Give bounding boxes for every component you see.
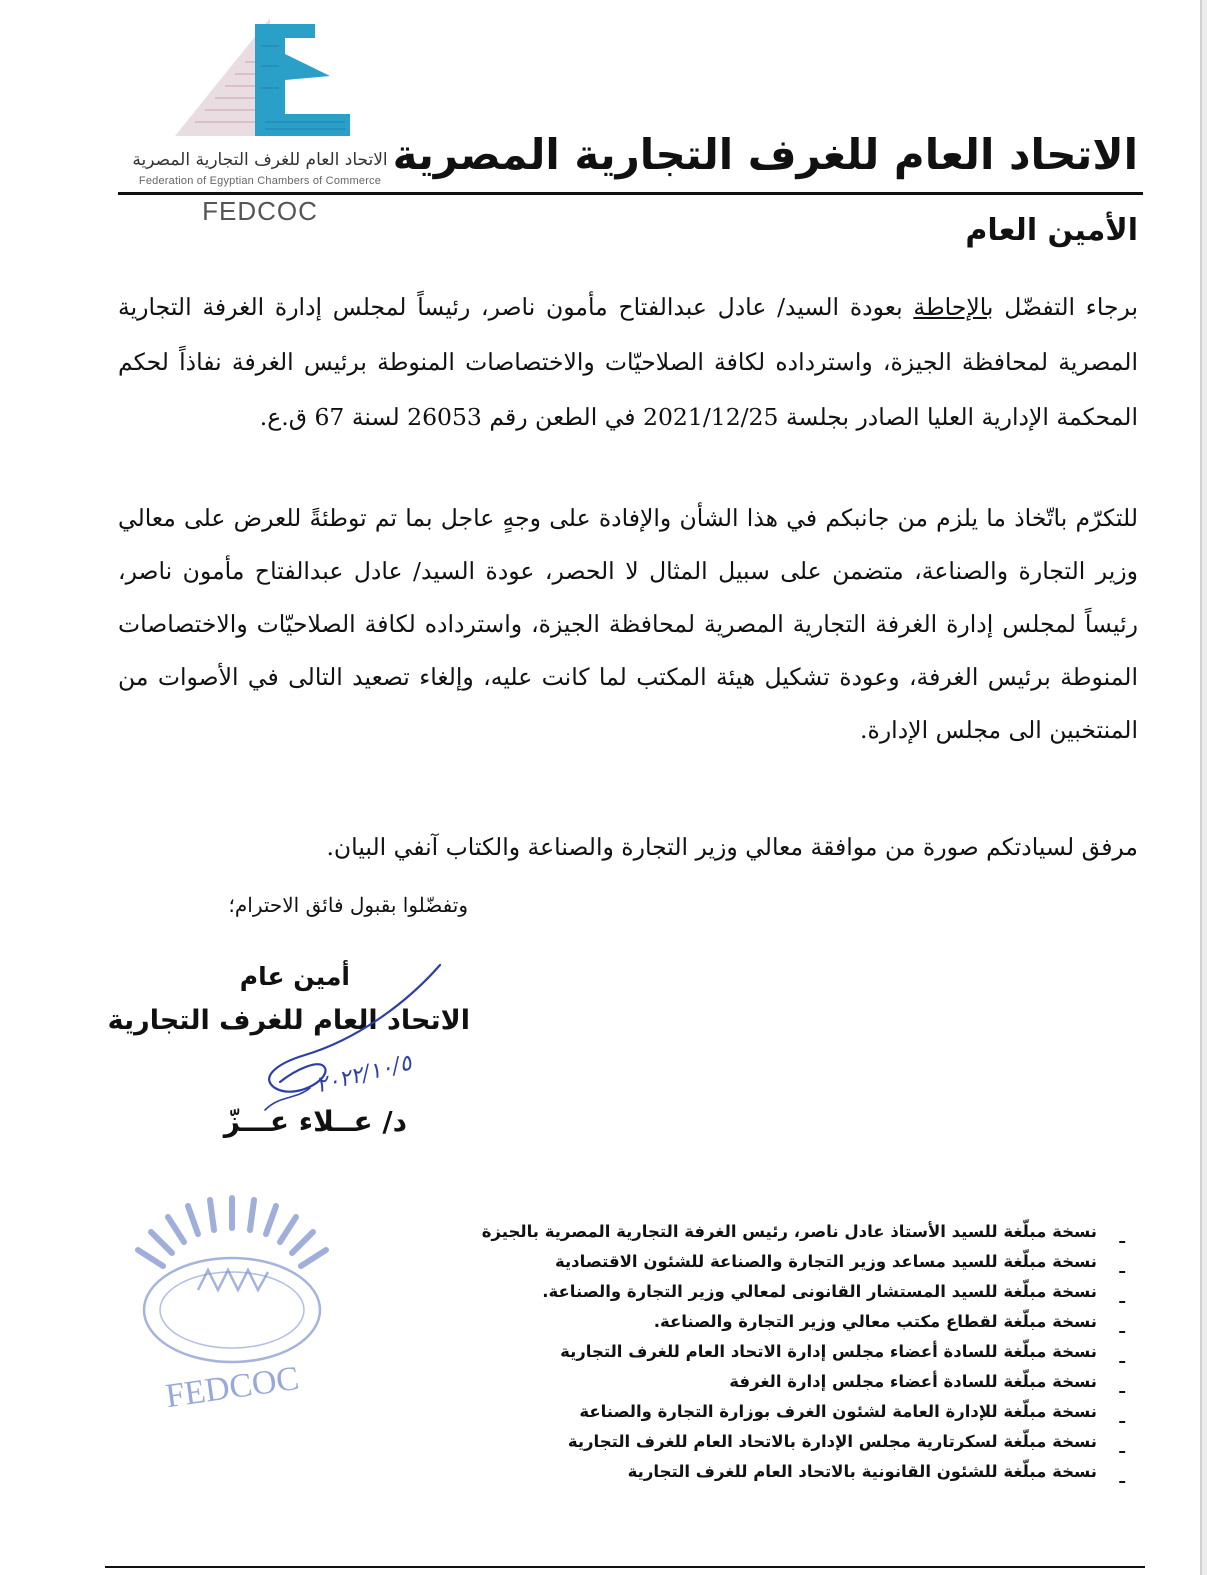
signature-title-line-2: الاتحاد العام للغرف التجارية	[107, 1005, 470, 1036]
list-item-text: نسخة مبلّغة للسيد المستشار القانونى لمعالي وزير التجارة والصناعة.	[542, 1282, 1097, 1301]
list-item	[365, 1342, 1125, 1372]
list-item-text: نسخة مبلّغة للسيد مساعد وزير التجارة والصناعة للشئون الاقتصادية	[554, 1252, 1097, 1271]
list-item	[365, 1312, 1125, 1342]
list-bullet: ـ	[1119, 1468, 1125, 1487]
list-item	[365, 1402, 1125, 1432]
header-divider	[118, 192, 1143, 195]
secretary-general-title: الأمين العام	[965, 213, 1138, 248]
logo-arabic-name: الاتحاد العام للغرف التجارية المصرية	[132, 150, 388, 170]
list-bullet: ـ	[1119, 1348, 1125, 1367]
handwritten-date: ٢٠٢٢/١٠/٥	[313, 1050, 415, 1099]
list-item-text: نسخة مبلّغة للسادة أعضاء مجلس إدارة الاتحاد العام للغرف التجارية	[560, 1342, 1097, 1361]
list-item-text: نسخة مبلّغة لسكرتارية مجلس الإدارة بالاتحاد العام للغرف التجارية	[567, 1432, 1097, 1451]
organization-title: الاتحاد العام للغرف التجارية المصرية	[392, 130, 1138, 179]
list-bullet: ـ	[1119, 1258, 1125, 1277]
list-item	[365, 1252, 1125, 1282]
logo-english-name: Federation of Egyptian Chambers of Commerce	[138, 175, 382, 187]
list-bullet: ـ	[1119, 1288, 1125, 1307]
fedcoc-logo-icon	[175, 18, 355, 143]
list-item-text: نسخة مبلّغة للإدارة العامة لشئون الغرف بوزارة التجارة والصناعة	[579, 1402, 1097, 1421]
list-bullet: ـ	[1119, 1438, 1125, 1457]
handwritten-signature-icon	[235, 960, 475, 1120]
footer-divider	[105, 1566, 1145, 1568]
paragraph-1-prefix: برجاء التفضّل	[993, 293, 1139, 321]
paragraph-1	[118, 280, 1138, 445]
paragraph-2: للتكرّم باتّخاذ ما يلزم من جانبكم في هذا الشأن والإفادة على وجهٍ عاجل بما تم توطئةً للعرض على معالي وزير التجارة والصناعة، متضمن على سبيل المثال لا الحصر، عودة السيد/ عادل عبدالفتاح مأمون ناصر، رئيساً لمجلس إدارة الغرفة التجارية المصرية لمحافظة الجيزة، واسترداده لكافة الصلاحيّات والاختصاصات المنوطة برئيس الغرفة، وعودة تشكيل هيئة المكتب لما كانت عليه، وإلغاء تصعيد التالى في الأصوات من المنتخبين الى مجلس الإدارة.	[118, 504, 1138, 744]
list-bullet: ـ	[1119, 1228, 1125, 1247]
closing-line: وتفضّلوا بقبول فائق الاحترام؛	[228, 893, 468, 917]
paragraph-1-rest: بعودة السيد/ عادل عبدالفتاح مأمون ناصر، رئيساً لمجلس إدارة الغرفة التجارية المصرية لمحافظة الجيزة، واسترداده لكافة الصلاحيّات والاختصاصات المنوطة برئيس الغرفة نفاذاً لحكم المحكمة الإدارية العليا الصادر بجلسة 2021/12/25 في الطعن رقم 26053 لسنة 67 ق.ع.	[118, 293, 1138, 431]
list-item-text: نسخة مبلّغة لقطاع مكتب معالي وزير التجارة والصناعة.	[653, 1312, 1097, 1331]
list-item	[365, 1282, 1125, 1312]
paragraph-3: مرفق لسيادتكم صورة من موافقة معالي وزير التجارة والصناعة والكتاب آنفي البيان.	[326, 833, 1138, 861]
list-item	[365, 1462, 1125, 1492]
signatory-name: د/ عــلاء عـــزّ	[223, 1105, 407, 1138]
list-item-text: نسخة مبلّغة للسادة أعضاء مجلس إدارة الغرفة	[729, 1372, 1097, 1391]
list-item	[365, 1372, 1125, 1402]
list-item	[365, 1432, 1125, 1462]
stamp-text: FEDCOC	[163, 1359, 302, 1416]
list-bullet: ـ	[1119, 1318, 1125, 1337]
list-item-text: نسخة مبلّغة للسيد الأستاذ عادل ناصر، رئيس الغرفة التجارية المصرية بالجيزة	[481, 1222, 1097, 1241]
logo-abbreviation: FEDCOC	[202, 196, 318, 226]
list-bullet: ـ	[1119, 1378, 1125, 1397]
cc-list	[365, 1222, 1125, 1492]
list-item-text: نسخة مبلّغة للشئون القانونية بالاتحاد العام للغرف التجارية	[627, 1462, 1097, 1481]
list-item	[365, 1222, 1125, 1252]
signature-title-line-1: أمين عام	[239, 962, 350, 991]
paragraph-1-underlined: بالإحاطة	[913, 293, 994, 321]
list-bullet: ـ	[1119, 1408, 1125, 1427]
fedcoc-stamp-icon	[110, 1180, 355, 1420]
